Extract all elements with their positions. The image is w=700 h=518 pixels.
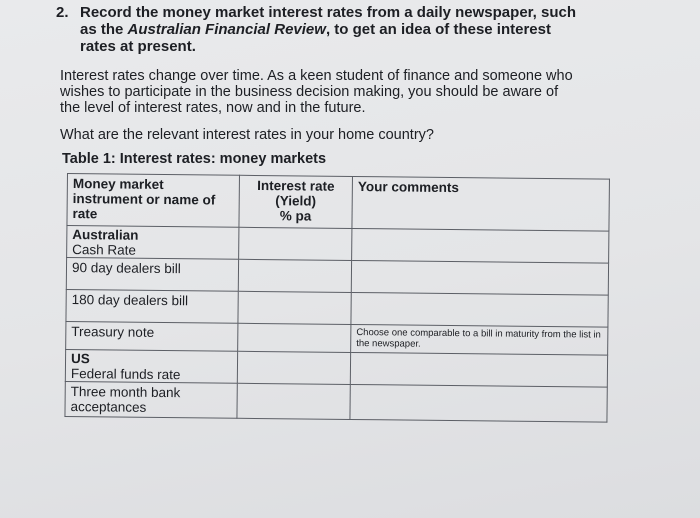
interest-rates-table	[64, 173, 610, 423]
cell-90-day-value[interactable]	[238, 259, 351, 292]
question-text	[80, 4, 578, 55]
table-row	[65, 349, 607, 387]
cell-cash-rate	[67, 226, 239, 260]
question-heading	[58, 4, 578, 55]
row-label-treasury-note: Treasury note	[66, 321, 238, 351]
header-rate-line3: % pa	[279, 208, 312, 224]
row-label-federal-funds: Federal funds rate	[70, 366, 181, 383]
row-label-three-month: Three month bank acceptances	[65, 381, 237, 418]
cell-federal-funds	[65, 349, 237, 383]
row-label-cash-rate: Cash Rate	[72, 242, 137, 258]
table-row	[65, 381, 607, 422]
section-australian: Australian	[72, 227, 139, 243]
row-label-180-day: 180 day dealers bill	[66, 289, 238, 323]
header-comments: Your comments	[352, 176, 610, 231]
cell-180-day-value[interactable]	[238, 291, 351, 324]
paragraph-interest-rates: Interest rates change over time. As a keen student of finance and someone who wishes to participate in the business decision making, you should be aware of the level of interest rates, now and in the future.	[60, 68, 573, 116]
header-rate-line1: Interest rate	[257, 177, 335, 194]
cell-federal-funds-comment[interactable]	[350, 352, 607, 387]
header-interest-rate	[239, 175, 353, 228]
cell-federal-funds-value[interactable]	[237, 351, 350, 384]
question-number: 2.	[56, 4, 69, 21]
cell-three-month-value[interactable]	[237, 383, 350, 419]
paragraph-home-country: What are the relevant interest rates in your home country?	[60, 127, 434, 143]
table-header-row	[67, 174, 610, 232]
section-us: US	[70, 351, 90, 367]
cell-treasury-comment: Choose one comparable to a bill in maturity from the list in the newspaper.	[351, 324, 608, 355]
table-title: Table 1: Interest rates: money markets	[62, 151, 327, 167]
cell-treasury-value[interactable]	[238, 323, 351, 352]
header-rate-line2: (Yield)	[275, 193, 317, 209]
newspaper-name: Australian Financial Review	[127, 21, 326, 38]
question-text-part2: , to get an idea of these interest rates at present.	[80, 21, 551, 55]
question-text-part1: Record the money market interest rates from a daily newspaper, such as the	[80, 4, 577, 38]
cell-cash-rate-comment[interactable]	[352, 228, 609, 263]
cell-cash-rate-value[interactable]	[239, 227, 352, 260]
header-instrument: Money market instrument or name of rate	[67, 174, 240, 228]
cell-90-day-comment[interactable]	[351, 260, 608, 295]
row-label-90-day: 90 day dealers bill	[66, 258, 238, 292]
cell-180-day-comment[interactable]	[351, 292, 608, 327]
cell-three-month-comment[interactable]	[350, 384, 607, 422]
